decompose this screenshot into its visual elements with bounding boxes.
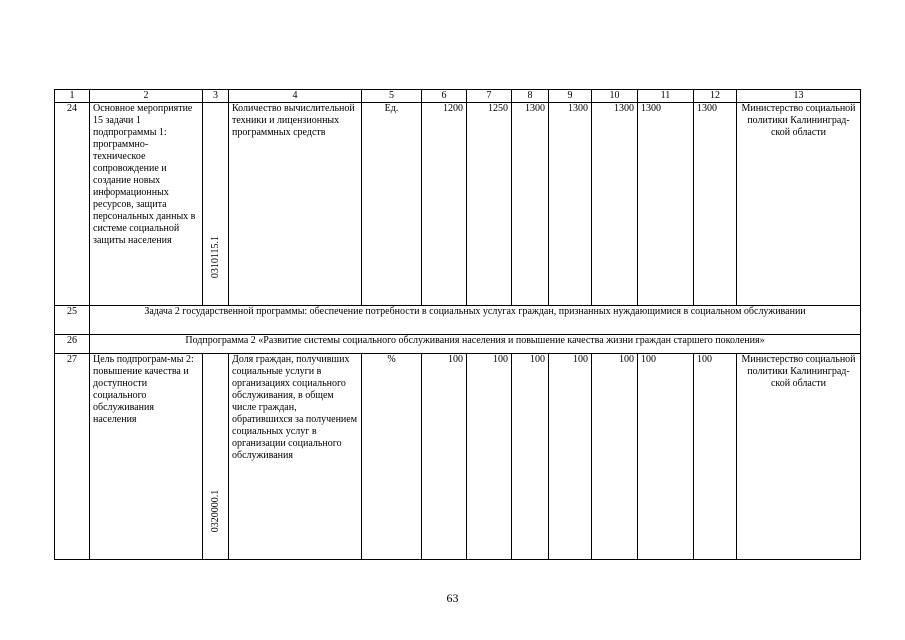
value-cell: 1250 (467, 103, 512, 306)
value-cell: 100 (638, 354, 694, 560)
value-cell: 100 (549, 354, 592, 560)
header-cell: 13 (737, 90, 861, 103)
value-cell: 100 (467, 354, 512, 560)
row-number: 25 (55, 306, 90, 335)
indicator-cell: Доля граждан, получивших социальные услуги в организациях социального обслуживания, в общем числе граждан, обратившихся за получением социальных услуг в организации социального обслуживания (229, 354, 362, 560)
value-cell: 100 (422, 354, 467, 560)
subprogram-heading: Подпрограмма 2 «Развитие системы социального обслуживания населения и повышение качества жизни граждан старшего поколения» (90, 335, 861, 354)
header-cell: 5 (362, 90, 422, 103)
code-cell (203, 103, 229, 306)
header-cell: 8 (512, 90, 549, 103)
value-cell: 1200 (422, 103, 467, 306)
page-number: 63 (446, 591, 459, 605)
header-cell: 11 (638, 90, 694, 103)
unit-cell: Ед. (362, 103, 422, 306)
row-number: 27 (55, 354, 90, 560)
event-cell: Основное мероприятие 15 задачи 1 подпрограммы 1: программно-техническое сопровождение и создание новых информационных ресурсов, защита персональных данных в системе социальной защиты населения (90, 103, 203, 306)
value-cell: 100 (694, 354, 737, 560)
header-cell: 2 (90, 90, 203, 103)
value-cell: 1300 (592, 103, 638, 306)
value-cell: 100 (512, 354, 549, 560)
table-row (55, 354, 861, 560)
header-cell: 7 (467, 90, 512, 103)
value-cell: 1300 (638, 103, 694, 306)
header-cell: 4 (229, 90, 362, 103)
indicators-table (54, 89, 861, 560)
header-cell: 3 (203, 90, 229, 103)
value-cell: 1300 (694, 103, 737, 306)
responsible-cell: Министерство социальной политики Калининград-ской области (737, 354, 861, 560)
header-cell: 12 (694, 90, 737, 103)
row-number: 26 (55, 335, 90, 354)
table-row (55, 103, 861, 306)
value-cell: 100 (592, 354, 638, 560)
header-cell: 10 (592, 90, 638, 103)
indicator-cell: Количество вычислительной техники и лицензионных программных средств (229, 103, 362, 306)
responsible-cell: Министерство социальной политики Калининград-ской области (737, 103, 861, 306)
value-cell: 1300 (549, 103, 592, 306)
header-cell: 1 (55, 90, 90, 103)
table-row (55, 335, 861, 354)
task-heading: Задача 2 государственной программы: обеспечение потребности в социальных услугах граждан, признанных нуждающимися в социальном обслуживании (90, 306, 861, 335)
unit-cell: % (362, 354, 422, 560)
event-cell: Цель подпрограм-мы 2: повышение качества и доступности социального обслуживания населения (90, 354, 203, 560)
code-cell (203, 354, 229, 560)
code-text: 0310115.1 (209, 235, 221, 279)
header-cell: 9 (549, 90, 592, 103)
value-cell: 1300 (512, 103, 549, 306)
header-cell: 6 (422, 90, 467, 103)
table-row (55, 306, 861, 335)
row-number: 24 (55, 103, 90, 306)
code-text: 0320000.1 (209, 489, 221, 533)
header-row (55, 90, 861, 103)
